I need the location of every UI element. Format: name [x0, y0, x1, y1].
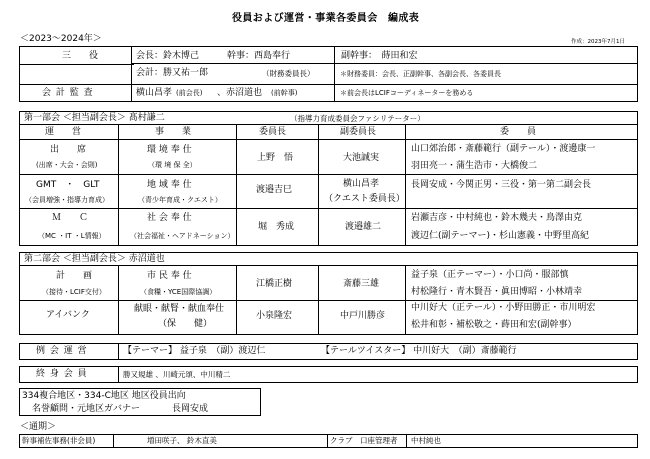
vice-secretary: 副幹事： 蒔田和宏: [341, 51, 418, 61]
d2r1-project: 市 民 奉 仕: [147, 271, 192, 281]
d2r2-operation: アイバンク: [46, 310, 90, 320]
d1r3-project-sub: （社会福祉・ヘアドネーション）: [130, 232, 235, 240]
d1r1-operation: 出 席: [50, 145, 87, 155]
meeting-tamer: 【テーマー】 益子泉 （副）渡辺仁: [123, 346, 266, 356]
d1r1-members-1: 山口郊治郎・斎藤範行（副テール）・渡邊康一: [411, 144, 596, 154]
meeting-label: 例 会 運 営: [36, 346, 88, 356]
assistant-names: 増田咲子、 鈴木直美: [147, 436, 217, 445]
page-title: 役員および運営・事業各委員会 編成表: [232, 13, 420, 24]
lcif-note: ＊前会長はLCIFコーディネーターを務める: [340, 89, 474, 97]
life-label: 終 身 会 員: [36, 369, 88, 379]
division-1-table: [19, 111, 638, 246]
assistant-label: 幹事補佐事務(非会員): [22, 436, 96, 445]
treasurer: 会計：勝又祐一郎: [136, 68, 209, 78]
d1r2-project: 地 域 奉 仕: [147, 180, 192, 190]
d2r1-operation: 計 画: [56, 271, 93, 281]
d1r3-members-2: 渡辺仁(副テーマー)・杉山憲義・中野里高紀: [411, 231, 590, 241]
d1r2-vice-chair-sub: （クエスト委員長）: [324, 194, 405, 204]
d2r2-members-2: 松井和彰・補松敬之・蒔田和宏(副幹事）: [411, 320, 577, 330]
district-line-2: 名誉顧問・元地区ガバナー: [32, 404, 141, 414]
division-1-header: 第一部会 ＜担当副会長＞ 髙村謙二: [24, 113, 165, 123]
d1r2-vice-chair: 横山昌孝: [343, 179, 380, 189]
meeting-tail-twister: 【テールツイスター】 中川好大 （副）斎藤範行: [321, 346, 517, 356]
d1r3-chair: 堀 秀成: [258, 222, 295, 232]
col-header-project: 事 業: [155, 127, 192, 137]
d1r2-operation: GMT ・ GLT: [36, 180, 100, 190]
audit-label: 会 計 監 査: [42, 88, 94, 98]
term-label: ＜2023～2024年＞: [20, 34, 102, 44]
auditor-1-role: (前会長): [176, 89, 203, 97]
district-governor: 長岡安成: [172, 404, 209, 414]
d1r1-vice-chair: 大池誠実: [343, 153, 380, 163]
d2r2-project: 献眼・献腎・献血奉仕: [134, 304, 225, 314]
col-header-chair: 委員長: [259, 127, 287, 137]
auditor-2: 、赤沼道也: [217, 88, 263, 98]
life-members-row: [19, 366, 638, 383]
d2r1-members-1: 益子泉（正テーマー）・小口尚・服部慎: [411, 270, 569, 280]
d1r3-members-1: 岩瀬吉彦・中村純也・鈴木幾夫・鳥澤由克: [411, 213, 583, 223]
d1r2-members-1: 長岡安成・今関正男・三役・第一第二副会長: [411, 180, 592, 190]
finance-chair-note: （財務委員長）: [262, 69, 315, 78]
division-2-header: 第二部会 ＜担当副会長＞ 赤沼道也: [24, 254, 165, 264]
d1r3-vice-chair: 渡邉雄二: [345, 222, 382, 232]
account-manager-label: クラブ 口座管理者: [330, 436, 398, 445]
d1r1-project: 環 境 奉 仕: [147, 145, 192, 155]
d1r3-operation-sub: （MC ・IT ・L情報）: [38, 232, 106, 240]
col-header-operation: 運 営: [45, 127, 82, 137]
d2r1-members-2: 村松隆行・青木賢吾・眞田博昭・小林靖幸: [411, 287, 583, 297]
d1r1-project-sub: （環 境 保 全）: [148, 161, 197, 169]
life-members: 勝又規雄 、川崎元頌、中川精二: [123, 370, 231, 379]
d2r1-chair: 江橋正樹: [256, 279, 293, 289]
d1r1-chair: 上野 悟: [257, 153, 294, 163]
auditor-2-role: (前幹事): [271, 89, 298, 97]
d1r2-chair: 渡邉吉巳: [256, 185, 293, 195]
sanyaku-label: 三 役: [62, 51, 99, 61]
tsuki-label: ＜通期＞: [20, 422, 57, 432]
account-manager-name: 中村純也: [411, 436, 441, 445]
d1r3-project: 社 会 奉 仕: [147, 213, 192, 223]
d1r3-operation: Ｍ Ｃ: [52, 213, 89, 223]
tsuki-row: [19, 434, 638, 448]
d2r2-vice-chair: 中戸川勝彦: [340, 311, 386, 321]
d1r1-members-2: 羽田亮一・蒲生浩市・大橋俊二: [411, 161, 538, 171]
finance-members-note: ＊財務委員：会長、正副幹事、各副会長、各委員長: [340, 70, 501, 78]
d2r1-project-sub: （食糧・YCE国際協調）: [140, 288, 217, 296]
d1r2-project-sub: （青少年育成・クエスト）: [138, 196, 222, 204]
col-header-vice-chair: 副委員長: [340, 127, 377, 137]
executive-table: [19, 46, 638, 102]
president: 会長：鈴木博己: [136, 51, 200, 61]
division-1-note: （指導力育成委員会ファシリテーター）: [290, 114, 425, 123]
auditor-1: 横山昌孝: [136, 88, 173, 98]
col-header-members: 委 員: [500, 127, 537, 137]
created-date: 作成：2023年7月1日: [571, 39, 625, 45]
d2r1-vice-chair: 斎藤三雄: [343, 279, 380, 289]
d2r1-operation-sub: （接待・LCIF交付）: [42, 288, 106, 296]
secretary: 幹事：西島奉行: [227, 51, 291, 61]
d1r2-operation-sub: （会員増強・指導力育成）: [25, 196, 109, 204]
d2r2-chair: 小泉隆宏: [256, 311, 293, 321]
district-line-1: 334複合地区・334-C地区 地区役員出向: [22, 391, 186, 401]
d2r2-project-sub: （保 健）: [158, 319, 213, 329]
d2r2-members-1: 中川好大（正テール）・小野田勝正・市川明宏: [411, 303, 596, 313]
d1r1-operation-sub: (出席・大会・会則): [36, 161, 98, 169]
